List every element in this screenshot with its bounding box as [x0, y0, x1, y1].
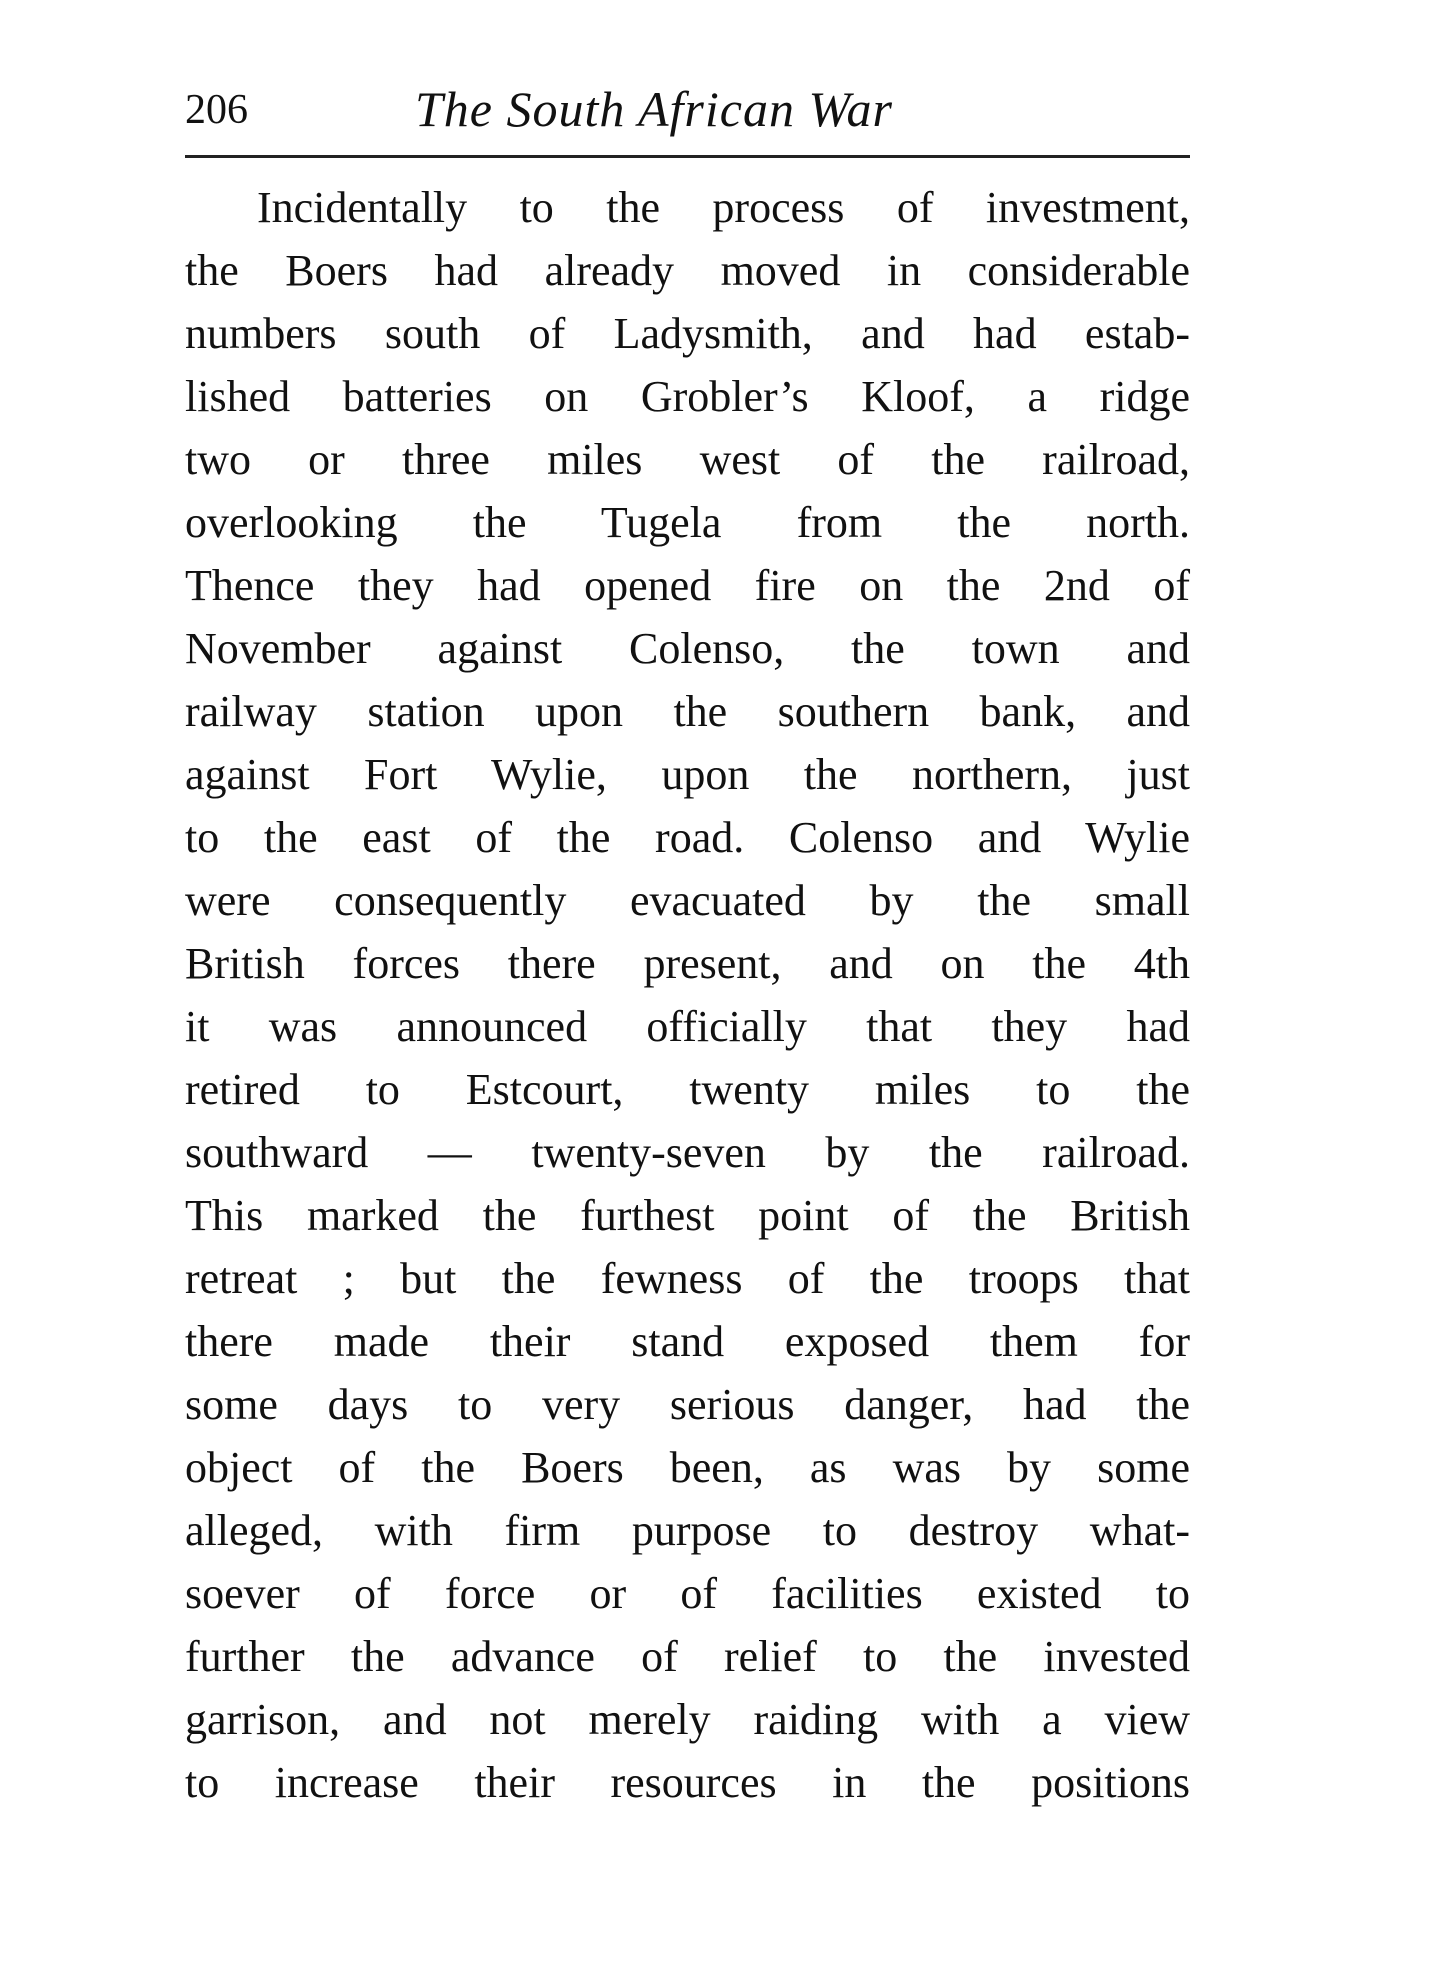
text-line: to increase their resources in the positions [185, 1758, 1190, 1807]
text-line: alleged, with firm purpose to destroy what- [185, 1506, 1190, 1555]
text-line: railway station upon the southern bank, and [185, 687, 1190, 736]
text-line: soever of force or of facilities existed to [185, 1569, 1190, 1618]
text-line: there made their stand exposed them for [185, 1317, 1190, 1366]
text-line: against Fort Wylie, upon the northern, just [185, 750, 1190, 799]
text-line: lished batteries on Grobler’s Kloof, a ridge [185, 372, 1190, 421]
text-line: some days to very serious danger, had the [185, 1380, 1190, 1429]
text-line: garrison, and not merely raiding with a view [185, 1695, 1190, 1744]
body-paragraph [185, 176, 1190, 1814]
text-line: British forces there present, and on the 4th [185, 939, 1190, 988]
page-number: 206 [185, 87, 248, 133]
text-line: two or three miles west of the railroad, [185, 435, 1190, 484]
text-line: southward — twenty-seven by the railroad. [185, 1128, 1190, 1177]
text-line: numbers south of Ladysmith, and had estab- [185, 309, 1190, 358]
text-line: This marked the furthest point of the British [185, 1191, 1190, 1240]
text-line: overlooking the Tugela from the north. [185, 498, 1190, 547]
header-rule [185, 155, 1190, 158]
text-line: the Boers had already moved in considerable [185, 246, 1190, 295]
text-line: November against Colenso, the town and [185, 624, 1190, 673]
page-header [185, 80, 1190, 160]
text-line: Incidentally to the process of investment, [257, 183, 1190, 232]
text-line: were consequently evacuated by the small [185, 876, 1190, 925]
text-line: to the east of the road. Colenso and Wylie [185, 813, 1190, 862]
text-line: retreat ; but the fewness of the troops that [185, 1254, 1190, 1303]
text-line: Thence they had opened fire on the 2nd of [185, 561, 1190, 610]
running-title: The South African War [415, 81, 893, 137]
text-line: object of the Boers been, as was by some [185, 1443, 1190, 1492]
text-line: further the advance of relief to the invested [185, 1632, 1190, 1681]
text-line: it was announced officially that they had [185, 1002, 1190, 1051]
text-line: retired to Estcourt, twenty miles to the [185, 1065, 1190, 1114]
